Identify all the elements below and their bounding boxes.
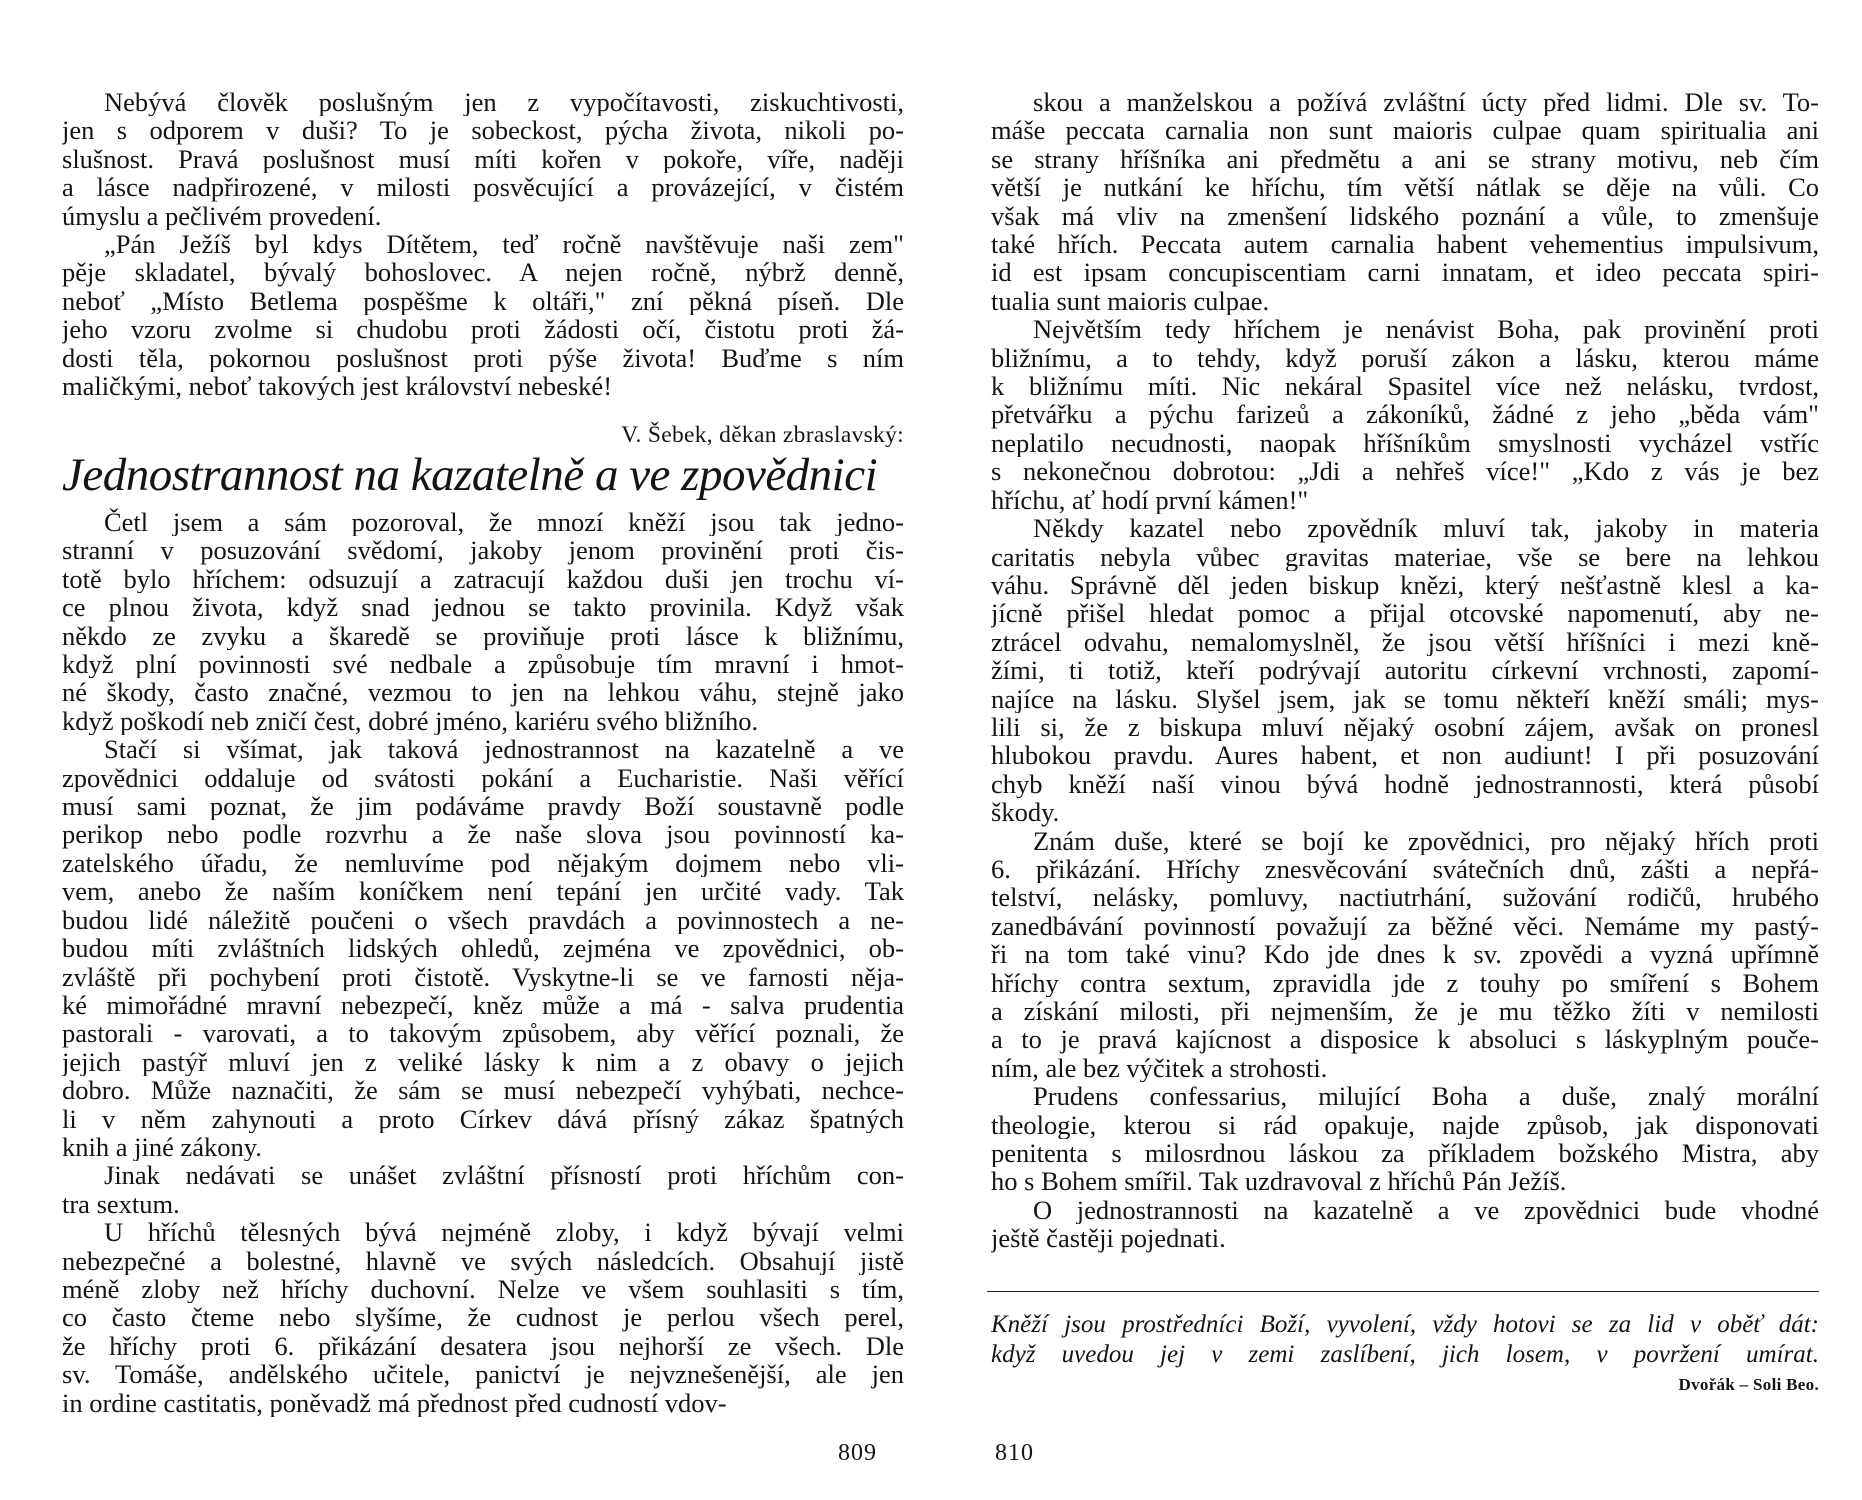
text-line: Největším tedy hříchem je nenávist Boha, pak provinění proti xyxy=(1033,315,1819,344)
right-page-article-text xyxy=(991,88,1819,1253)
text-line: ztrácel odvahu, nemalomyslněl, že jsou větší hříšníci i mezi kně- xyxy=(991,627,1819,657)
text-line: budou lidé náležitě poučeni o všech pravdách a povinnostech a ne- xyxy=(62,905,904,935)
text-line: zpovědnici oddaluje od svátosti pokání a Eucharistie. Naši věřící xyxy=(62,763,904,793)
text-line: hříchu, ať hodí první kámen!" xyxy=(991,485,1309,515)
text-line: váhu. Správně děl jeden biskup knězi, který nešťastně klesl a ka- xyxy=(991,570,1819,600)
text-line: theologie, kterou si rád opakuje, najde způsob, jak disponovati xyxy=(991,1110,1819,1140)
text-line: ké mimořádné mravní nebezpečí, kněz může a má - salva prudentia xyxy=(62,990,904,1020)
text-line: maličkými, neboť takových jest království nebeské! xyxy=(62,372,613,401)
text-line: ještě častěji pojednati. xyxy=(991,1224,1226,1253)
text-line: vem, anebo že naším koníčkem není tepání jen určité vady. Tak xyxy=(62,877,904,906)
text-line: 6. přikázání. Hříchy znesvěcování svátečních dnů, zášti a nepřá- xyxy=(991,854,1819,884)
text-line: Prudens confessarius, milující Boha a duše, znalý morální xyxy=(1033,1082,1819,1111)
text-line: „Pán Ježíš byl kdys Dítětem, teď ročně navštěvuje naši zem" xyxy=(104,230,904,259)
text-line: zvláště při pochybení proti čistotě. Vyskytne-li se ve farnosti něja- xyxy=(62,962,904,991)
text-line: ři na tom také vinu? Kdo jde dnes k sv. zpovědi a vyzná upřímně xyxy=(991,940,1819,969)
text-line: tualia sunt maioris culpae. xyxy=(991,286,1270,316)
text-line: hříchy contra sextum, zpravidla jde z touhy po smíření s Bohem xyxy=(991,968,1819,997)
text-line: id est ipsam concupiscentiam carni innatam, et ideo peccata spiri- xyxy=(991,258,1819,287)
text-line: neboť „Místo Betlema pospěšme k oltáři," zní pěkná píseň. Dle xyxy=(62,286,904,316)
text-line: najíce na lásku. Slyšel jsem, jak se tomu někteří kněží smáli; mys- xyxy=(991,684,1819,713)
right-page xyxy=(931,0,1862,1500)
text-line: O jednostrannosti na kazatelně a ve zpovědnici bude vhodné xyxy=(1033,1195,1819,1225)
text-line: však má vliv na zmenšení lidského poznání a vůle, to zmenšuje xyxy=(991,201,1819,231)
text-line: máše peccata carnalia non sunt maioris culpae quam spiritualia ani xyxy=(991,116,1819,145)
text-line: li v něm zahynouti a proto Církev dává přísný zákaz špatných xyxy=(62,1104,904,1133)
text-line: skou a manželskou a požívá zvláštní úcty před lidmi. Dle sv. To- xyxy=(1033,88,1819,117)
text-line: Jinak nedávati se unášet zvláštní přísností proti hříchům con- xyxy=(104,1161,904,1190)
text-line: co často čteme nebo slyšíme, že cudnost je perlou všech perel, xyxy=(62,1303,904,1332)
text-line: s nekonečnou dobrotou: „Jdi a nehřeš více!" „Kdo z vás je bez xyxy=(991,457,1819,486)
text-line: když poškodí neb zničí čest, dobré jméno, kariéru svého bližního. xyxy=(62,706,759,736)
text-line: totě bylo hříchem: odsuzují a zatracují každou duši jen trochu ví- xyxy=(62,564,904,594)
quote-line: Kněží jsou prostředníci Boží, vyvolení, vždy hotovi se za lid v oběť dát: xyxy=(991,1311,1819,1338)
text-line: in ordine castitatis, poněvadž má přednost před cudností vdov- xyxy=(62,1388,727,1417)
text-line: že hříchy proti 6. přikázání desatera jsou nejhorší ze všech. Dle xyxy=(62,1331,904,1361)
page-number-left: 809 xyxy=(838,1440,877,1466)
text-line: pastorali - varovati, a to takovým způsobem, aby věřící poznali, že xyxy=(62,1019,904,1048)
text-line: žími, ti totiž, kteří podrývají autoritu církevní vrchnosti, zapomí- xyxy=(991,656,1819,685)
text-line: telství, nelásky, pomluvy, nactiutrhání, sužování rodičů, hrubého xyxy=(991,883,1819,912)
text-line: Četl jsem a sám pozoroval, že mnozí kněží jsou tak jedno- xyxy=(104,508,904,537)
text-line: Nebývá člověk poslušným jen z vypočítavosti, ziskuchtivosti, xyxy=(104,88,904,117)
text-line: sv. Tomáše, andělského učitele, panictví je nejvznešenější, ale jen xyxy=(62,1360,904,1389)
text-line: a získání milosti, při nejmenším, že je mu těžko žíti v nemilosti xyxy=(991,997,1819,1026)
text-line: perikop nebo podle rozvrhu a že naše slova jsou povinností ka- xyxy=(62,820,904,849)
text-line: pěje skladatel, bývalý bohoslovec. A nejen ročně, nýbrž denně, xyxy=(62,258,904,287)
text-line: Znám duše, které se bojí ke zpovědnici, pro nějaký hřích proti xyxy=(1033,826,1819,855)
text-line: zatelského úřadu, že nemluvíme pod nějakým dojmem nebo vli- xyxy=(62,848,904,878)
text-line: U hříchů tělesných bývá nejméně zloby, i když bývají velmi xyxy=(104,1218,904,1247)
text-line: dobro. Může naznačiti, že sám se musí nebezpečí vyhýbati, nechce- xyxy=(62,1076,904,1105)
text-line: hlubokou pravdu. Aures habent, et non audiunt! I při posuzování xyxy=(991,741,1819,770)
text-line: a to je pravá kajícnost a disposice k absoluci s láskyplným pouče- xyxy=(991,1025,1819,1054)
left-page-article-text xyxy=(62,508,904,1417)
text-line: bližnímu, a to tehdy, když poruší zákon a lásku, kterou máme xyxy=(991,343,1819,373)
text-line: lili si, že z biskupa mluví nějaký osobní zájem, avšak on pronesl xyxy=(991,712,1819,742)
text-line: penitenta s milosrdnou láskou za příkladem božského Mistra, aby xyxy=(991,1139,1819,1168)
text-line: ním, ale bez výčitek a strohosti. xyxy=(991,1053,1328,1083)
text-line: nebezpečné a bolestné, hlavně ve svých následcích. Obsahují jistě xyxy=(62,1246,904,1275)
text-line: k bližnímu míti. Nic nekáral Spasitel více než nelásku, tvrdost, xyxy=(991,372,1819,401)
page-number-right: 810 xyxy=(995,1440,1034,1466)
article-byline: V. Šebek, děkan zbraslavský: xyxy=(621,422,904,448)
text-line: když plní povinnosti své nedbale a způsobuje tím mravní i hmot- xyxy=(62,650,904,679)
text-line: chyb kněží naší vinou bývá hodně jednostrannosti, která působí xyxy=(991,769,1819,799)
text-line: caritatis nebyla vůbec gravitas materiae, vše se bere na lehkou xyxy=(991,542,1819,571)
text-line: jeho vzoru zvolme si chudobu proti žádosti očí, čistotu proti žá- xyxy=(62,315,904,344)
text-line: tra sextum. xyxy=(62,1189,180,1219)
text-line: větší je nutkání ke hříchu, tím větší nátlak se děje na vůli. Co xyxy=(991,173,1819,202)
text-line: budou míti zvláštních lidských ohledů, zejména ve zpovědnici, ob- xyxy=(62,934,904,963)
quote-attribution: Dvořák – Soli Beo. xyxy=(1678,1375,1819,1394)
text-line: knih a jiné zákony. xyxy=(62,1132,262,1162)
text-line: dosti těla, pokornou poslušnost proti pýše života! Buďme s ním xyxy=(62,343,904,373)
text-line: úmyslu a pečlivém provedení. xyxy=(62,201,382,231)
text-line: také hřích. Peccata autem carnalia habent vehementius impulsivum, xyxy=(991,230,1819,259)
text-line: jícně přišel hledat pomoc a přijal otcovské napomenutí, aby ne- xyxy=(991,599,1819,628)
text-line: jejich pastýř mluví jen z veliké lásky k nim a z obavy o jejich xyxy=(62,1047,904,1077)
text-line: méně zloby než hříchy duchovní. Nelze ve všem souhlasiti s tím, xyxy=(62,1274,904,1304)
text-line: slušnost. Pravá poslušnost musí míti kořen v pokoře, víře, naději xyxy=(62,144,904,174)
text-line: ho s Bohem smířil. Tak uzdravoval z hříchů Pán Ježíš. xyxy=(991,1167,1567,1196)
text-line: Stačí si všímat, jak taková jednostrannost na kazatelně a ve xyxy=(104,735,904,764)
text-line: přetvářku a pýchu farizeů a zákoníků, žádné z jeho „běda vám" xyxy=(991,400,1819,429)
quote-line: když uvedou jej v zemi zaslíbení, jich losem, v povržení umírat. xyxy=(991,1341,1819,1368)
text-line: Někdy kazatel nebo zpovědník mluví tak, jakoby in materia xyxy=(1033,514,1819,543)
text-line: zanedbávání povinností považují za běžné věci. Nemáme my pastý- xyxy=(991,911,1819,941)
text-line: jen s odporem v duši? To je sobeckost, pýcha života, nikoli po- xyxy=(62,116,904,145)
text-line: škody. xyxy=(991,798,1060,827)
article-title: Jednostrannost na kazatelně a ve zpovědnici xyxy=(62,449,878,501)
text-line: musí sami poznat, že jim podáváme pravdy Boží soustavně podle xyxy=(62,792,904,821)
closing-quote xyxy=(991,1310,1819,1370)
text-line: někdo ze zvyku a škaredě se proviňuje proti lásce k bližnímu, xyxy=(62,621,904,651)
text-line: se strany hříšníka ani předmětu a ani se strany motivu, neb čím xyxy=(991,144,1819,174)
section-divider xyxy=(987,1291,1819,1292)
text-line: neplatilo necudnosti, naopak hříšníkům smyslnosti vycházel vstříc xyxy=(991,428,1819,458)
text-line: stranní v posuzování svědomí, jakoby jenom provinění proti čis- xyxy=(62,536,904,565)
left-page-intro-text xyxy=(62,88,904,400)
text-line: né škody, často značné, vezmou to jen na lehkou váhu, stejně jako xyxy=(62,678,904,707)
text-line: a lásce nadpřirozené, v milosti posvěcující a provázející, v čistém xyxy=(62,173,904,202)
text-line: ce plnou života, když snad jednou se takto provinila. Když však xyxy=(62,593,904,622)
